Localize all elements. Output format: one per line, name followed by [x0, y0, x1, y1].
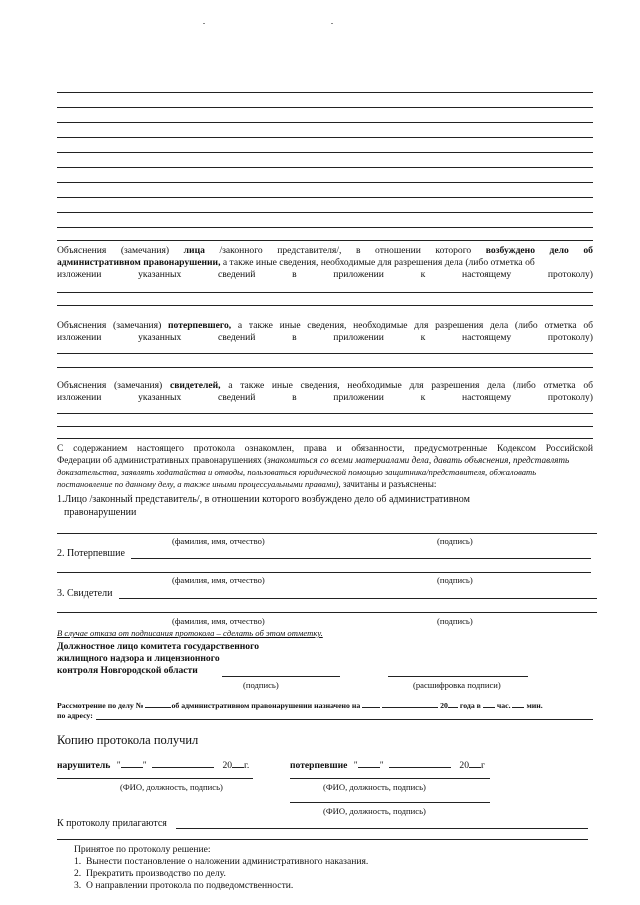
witnesses-extra-line[interactable] — [57, 612, 597, 613]
hearing-address-line[interactable] — [96, 719, 593, 720]
accused-name-line[interactable] — [57, 533, 597, 534]
refusal-note: В случае отказа от подписания протокола – сделать об этом отметку. — [57, 628, 323, 638]
scan-dot — [203, 23, 205, 24]
victims-label: 2. Потерпевшие — [57, 548, 125, 559]
attachments-label: К протоколу прилагаются — [57, 818, 167, 829]
decision-option-3[interactable]: 3. О направлении протокола по подведомственности. — [74, 880, 294, 891]
official-sign-line[interactable] — [222, 676, 340, 677]
victims-name-line[interactable] — [131, 558, 591, 559]
copy-received-title: Копию протокола получил — [57, 733, 199, 747]
official-sign-caption: (подпись) — [243, 680, 279, 690]
official-decode-caption: (расшифровка подписи) — [413, 680, 501, 690]
witnesses-name-line[interactable] — [119, 598, 597, 599]
witnesses-label: 3. Свидетели — [57, 588, 113, 599]
sign-caption: (подпись) — [437, 575, 473, 585]
decision-option-2[interactable]: 2. Прекратить производство по делу. — [74, 868, 226, 879]
attachments-line[interactable] — [176, 828, 588, 829]
fio-caption: (фамилия, имя, отчество) — [172, 536, 265, 546]
fio-caption: (фамилия, имя, отчество) — [172, 616, 265, 626]
sign-caption: (подпись) — [437, 616, 473, 626]
decision-option-1[interactable]: 1. Вынести постановление о наложении административного наказания. — [74, 856, 369, 867]
official-decode-line[interactable] — [388, 676, 528, 677]
attachments-extra-line[interactable] — [57, 839, 588, 840]
sign-caption: (подпись) — [437, 536, 473, 546]
scan-dot — [331, 23, 333, 24]
fio-caption: (фамилия, имя, отчество) — [172, 575, 265, 585]
victims-extra-line[interactable] — [57, 572, 591, 573]
